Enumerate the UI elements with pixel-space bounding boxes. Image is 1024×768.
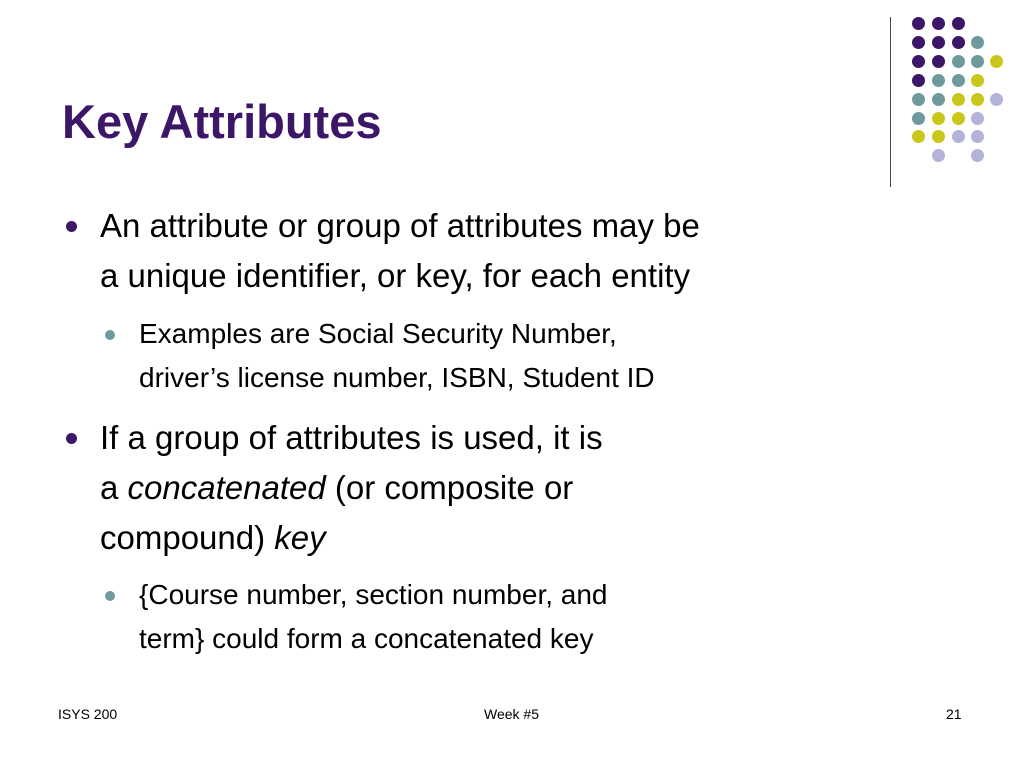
decorative-dot	[971, 55, 984, 68]
decorative-dot	[912, 36, 925, 49]
bullet-1-line-1: An attribute or group of attributes may be	[100, 207, 700, 244]
decorative-dot	[971, 74, 984, 87]
decorative-dot	[932, 74, 945, 87]
footer-course: ISYS 200	[58, 706, 118, 722]
decorative-dot	[971, 36, 984, 49]
decorative-dot	[912, 17, 925, 30]
decorative-dot	[971, 149, 984, 162]
decorative-dot	[912, 55, 925, 68]
bullet-1-line-2: a unique identifier, or key, for each entity	[100, 257, 691, 294]
decorative-dot	[952, 36, 965, 49]
sub-bullet-icon	[105, 591, 115, 601]
sub-bullet-2-text	[139, 573, 608, 661]
decorative-dot	[952, 55, 965, 68]
decorative-dot	[990, 55, 1003, 68]
sub-bullet-1-line-1: Examples are Social Security Number,	[139, 318, 617, 349]
decorative-dot	[971, 130, 984, 143]
decorative-dot	[932, 112, 945, 125]
sub-bullet-1-text	[139, 312, 655, 400]
decorative-dot	[952, 130, 965, 143]
sub-bullet-1-line-2: driver’s license number, ISBN, Student ID	[139, 362, 655, 393]
decorative-dot	[932, 130, 945, 143]
bullet-2-italic-key: key	[274, 519, 326, 556]
decorative-dot	[952, 112, 965, 125]
footer-page-number: 21	[946, 706, 962, 722]
decorative-dot	[952, 17, 965, 30]
decorative-dot	[912, 130, 925, 143]
bullet-2-line-3	[100, 513, 603, 563]
bullet-2-line-2-suffix: (or composite or	[325, 469, 574, 506]
bullet-2-italic-concatenated: concatenated	[127, 469, 326, 506]
sub-bullet-icon	[105, 330, 115, 340]
sub-bullet-2-line-1: {Course number, section number, and	[139, 579, 608, 610]
decorative-dot	[932, 93, 945, 106]
bullet-2-line-2-prefix: a	[100, 469, 128, 506]
decorative-dot	[971, 93, 984, 106]
bullet-1-text	[100, 201, 700, 301]
bullet-2-text	[100, 413, 603, 563]
bullet-2-line-1: If a group of attributes is used, it is	[100, 419, 603, 456]
decorative-dot	[932, 149, 945, 162]
decorative-dot	[932, 36, 945, 49]
divider-line	[890, 17, 891, 187]
sub-bullet-2-line-2: term} could form a concatenated key	[139, 623, 594, 654]
decorative-dot	[971, 112, 984, 125]
decorative-dot	[912, 112, 925, 125]
bullet-2-line-3-prefix: compound)	[100, 519, 275, 556]
decorative-dot	[990, 93, 1003, 106]
decorative-dot	[952, 93, 965, 106]
bullet-2-line-2	[100, 463, 603, 513]
decorative-dot	[912, 74, 925, 87]
bullet-icon	[66, 221, 77, 232]
footer-week: Week #5	[484, 706, 539, 722]
decorative-dot	[912, 93, 925, 106]
slide-title: Key Attributes	[62, 95, 382, 148]
decorative-dot	[932, 17, 945, 30]
decorative-dot	[952, 74, 965, 87]
decorative-dot	[932, 55, 945, 68]
bullet-icon	[66, 433, 77, 444]
